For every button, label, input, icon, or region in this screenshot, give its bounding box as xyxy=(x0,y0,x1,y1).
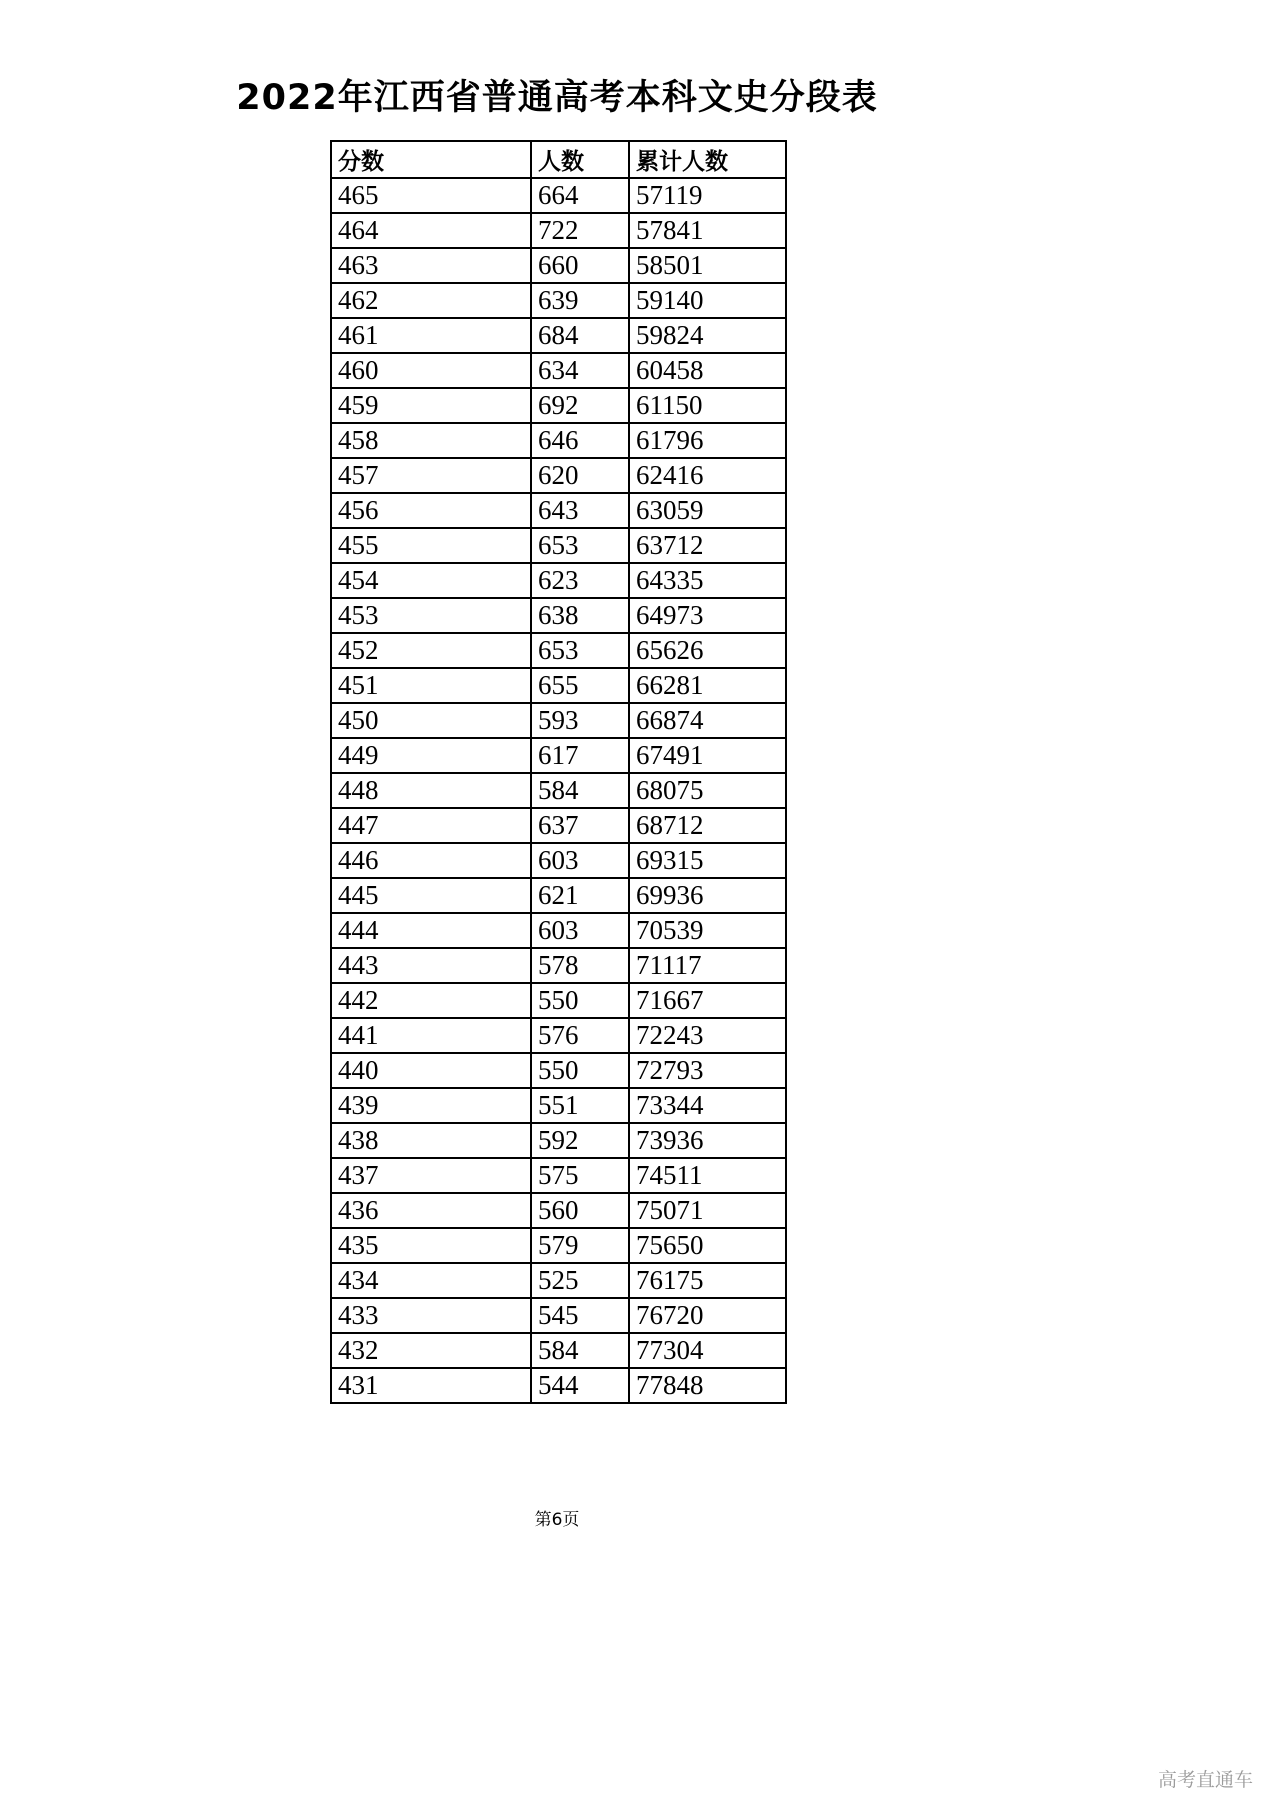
table-header-row xyxy=(331,141,786,178)
table-row xyxy=(331,983,786,1018)
table-row xyxy=(331,633,786,668)
table-row xyxy=(331,1333,786,1368)
table-cell: 579 xyxy=(531,1228,629,1263)
table-row xyxy=(331,248,786,283)
table-cell: 449 xyxy=(331,738,531,773)
table-row xyxy=(331,493,786,528)
table-cell: 593 xyxy=(531,703,629,738)
table-cell: 72243 xyxy=(629,1018,786,1053)
header-cumulative-count: 累计人数 xyxy=(629,141,786,178)
table-cell: 437 xyxy=(331,1158,531,1193)
table-cell: 576 xyxy=(531,1018,629,1053)
table-cell: 655 xyxy=(531,668,629,703)
table-cell: 623 xyxy=(531,563,629,598)
table-row xyxy=(331,878,786,913)
table-cell: 64335 xyxy=(629,563,786,598)
table-cell: 58501 xyxy=(629,248,786,283)
page-number: 第6页 xyxy=(534,1510,580,1530)
table-cell: 460 xyxy=(331,353,531,388)
table-cell: 71667 xyxy=(629,983,786,1018)
table-cell: 639 xyxy=(531,283,629,318)
table-cell: 74511 xyxy=(629,1158,786,1193)
table-cell: 448 xyxy=(331,773,531,808)
table-cell: 463 xyxy=(331,248,531,283)
table-cell: 63712 xyxy=(629,528,786,563)
table-cell: 436 xyxy=(331,1193,531,1228)
table-row xyxy=(331,1263,786,1298)
table-cell: 435 xyxy=(331,1228,531,1263)
table-cell: 66874 xyxy=(629,703,786,738)
table-cell: 60458 xyxy=(629,353,786,388)
table-cell: 431 xyxy=(331,1368,531,1403)
header-score: 分数 xyxy=(331,141,531,178)
table-cell: 441 xyxy=(331,1018,531,1053)
table-cell: 75650 xyxy=(629,1228,786,1263)
table-cell: 550 xyxy=(531,983,629,1018)
table-cell: 458 xyxy=(331,423,531,458)
table-cell: 457 xyxy=(331,458,531,493)
table-cell: 459 xyxy=(331,388,531,423)
watermark: 高考直通车 xyxy=(1157,1769,1253,1791)
table-cell: 59824 xyxy=(629,318,786,353)
table-cell: 450 xyxy=(331,703,531,738)
table-row xyxy=(331,703,786,738)
table-cell: 66281 xyxy=(629,668,786,703)
table-row xyxy=(331,388,786,423)
table-cell: 653 xyxy=(531,633,629,668)
table-cell: 545 xyxy=(531,1298,629,1333)
table-row xyxy=(331,738,786,773)
table-row xyxy=(331,318,786,353)
table-cell: 63059 xyxy=(629,493,786,528)
table-head xyxy=(331,141,786,178)
table-cell: 603 xyxy=(531,913,629,948)
table-cell: 443 xyxy=(331,948,531,983)
table-cell: 62416 xyxy=(629,458,786,493)
table-cell: 76175 xyxy=(629,1263,786,1298)
table-cell: 77848 xyxy=(629,1368,786,1403)
table-cell: 442 xyxy=(331,983,531,1018)
table-cell: 57119 xyxy=(629,178,786,213)
table-cell: 446 xyxy=(331,843,531,878)
table-cell: 455 xyxy=(331,528,531,563)
table-cell: 544 xyxy=(531,1368,629,1403)
table-cell: 64973 xyxy=(629,598,786,633)
table-cell: 59140 xyxy=(629,283,786,318)
table-row xyxy=(331,1018,786,1053)
table-cell: 461 xyxy=(331,318,531,353)
table-cell: 646 xyxy=(531,423,629,458)
table-cell: 68075 xyxy=(629,773,786,808)
table-row xyxy=(331,668,786,703)
table-cell: 620 xyxy=(531,458,629,493)
table-cell: 722 xyxy=(531,213,629,248)
table-row xyxy=(331,178,786,213)
table-cell: 453 xyxy=(331,598,531,633)
table-cell: 464 xyxy=(331,213,531,248)
table-row xyxy=(331,1298,786,1333)
table-cell: 447 xyxy=(331,808,531,843)
table-cell: 560 xyxy=(531,1193,629,1228)
table-row xyxy=(331,563,786,598)
table-row xyxy=(331,213,786,248)
table-cell: 634 xyxy=(531,353,629,388)
table-cell: 433 xyxy=(331,1298,531,1333)
table-cell: 643 xyxy=(531,493,629,528)
table-row xyxy=(331,598,786,633)
table-cell: 454 xyxy=(331,563,531,598)
table-cell: 603 xyxy=(531,843,629,878)
table-cell: 61150 xyxy=(629,388,786,423)
table-row xyxy=(331,1053,786,1088)
table-cell: 76720 xyxy=(629,1298,786,1333)
table-cell: 445 xyxy=(331,878,531,913)
table-cell: 692 xyxy=(531,388,629,423)
table-cell: 525 xyxy=(531,1263,629,1298)
table-cell: 444 xyxy=(331,913,531,948)
table-cell: 592 xyxy=(531,1123,629,1158)
table-cell: 451 xyxy=(331,668,531,703)
table-cell: 67491 xyxy=(629,738,786,773)
table-cell: 70539 xyxy=(629,913,786,948)
table-cell: 69936 xyxy=(629,878,786,913)
table-cell: 638 xyxy=(531,598,629,633)
table-cell: 575 xyxy=(531,1158,629,1193)
table-row xyxy=(331,458,786,493)
table-row xyxy=(331,423,786,458)
table-cell: 637 xyxy=(531,808,629,843)
table-cell: 462 xyxy=(331,283,531,318)
table-cell: 584 xyxy=(531,1333,629,1368)
table-cell: 73344 xyxy=(629,1088,786,1123)
table-row xyxy=(331,1123,786,1158)
table-row xyxy=(331,948,786,983)
table-row xyxy=(331,843,786,878)
table-cell: 465 xyxy=(331,178,531,213)
table-cell: 684 xyxy=(531,318,629,353)
table-cell: 664 xyxy=(531,178,629,213)
table-cell: 660 xyxy=(531,248,629,283)
score-table xyxy=(330,140,787,1404)
table-cell: 617 xyxy=(531,738,629,773)
table-cell: 77304 xyxy=(629,1333,786,1368)
table-row xyxy=(331,913,786,948)
table-cell: 653 xyxy=(531,528,629,563)
table-cell: 57841 xyxy=(629,213,786,248)
page-title: 2022年江西省普通高考本科文史分段表 xyxy=(236,78,878,118)
table-cell: 439 xyxy=(331,1088,531,1123)
table-cell: 550 xyxy=(531,1053,629,1088)
table-cell: 584 xyxy=(531,773,629,808)
table-cell: 432 xyxy=(331,1333,531,1368)
table-body xyxy=(331,178,786,1403)
table-cell: 440 xyxy=(331,1053,531,1088)
table-row xyxy=(331,1228,786,1263)
table-cell: 621 xyxy=(531,878,629,913)
table-cell: 551 xyxy=(531,1088,629,1123)
table-cell: 456 xyxy=(331,493,531,528)
table-cell: 65626 xyxy=(629,633,786,668)
table-cell: 75071 xyxy=(629,1193,786,1228)
table-cell: 434 xyxy=(331,1263,531,1298)
header-count: 人数 xyxy=(531,141,629,178)
table-row xyxy=(331,808,786,843)
table-row xyxy=(331,1193,786,1228)
table-row xyxy=(331,1368,786,1403)
table-cell: 73936 xyxy=(629,1123,786,1158)
table-cell: 452 xyxy=(331,633,531,668)
table-row xyxy=(331,283,786,318)
table-row xyxy=(331,353,786,388)
table-row xyxy=(331,528,786,563)
table-row xyxy=(331,773,786,808)
table-cell: 69315 xyxy=(629,843,786,878)
table-cell: 72793 xyxy=(629,1053,786,1088)
table-row xyxy=(331,1158,786,1193)
table-cell: 578 xyxy=(531,948,629,983)
table-cell: 71117 xyxy=(629,948,786,983)
table-cell: 61796 xyxy=(629,423,786,458)
table-cell: 68712 xyxy=(629,808,786,843)
table-row xyxy=(331,1088,786,1123)
table-cell: 438 xyxy=(331,1123,531,1158)
